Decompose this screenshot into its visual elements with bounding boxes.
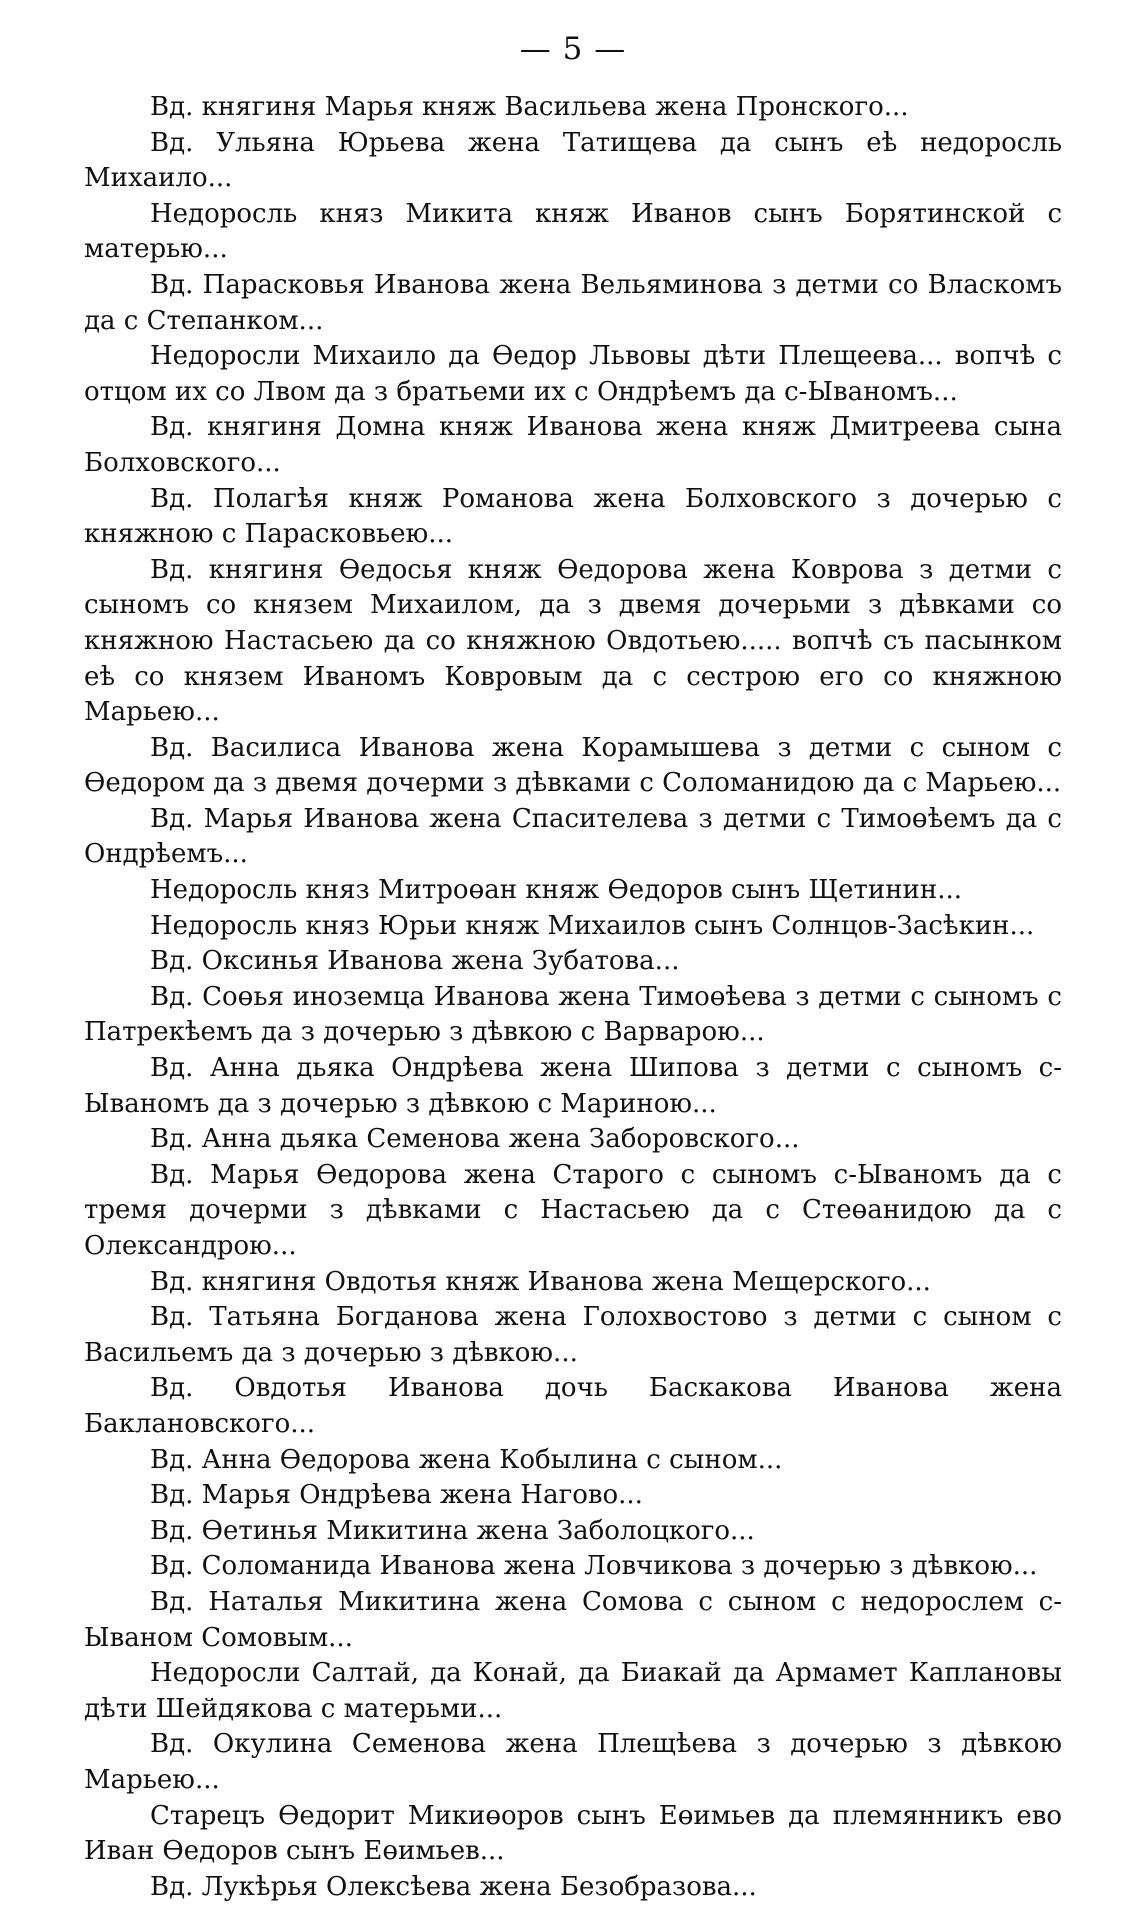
list-item: Вд. Василиса Иванова жена Корамышева з детми с сыном с Өедором да з двемя дочерми з дѣвками с Соломанидою да с Марьею... [84, 732, 1062, 799]
list-item: Вд. Татьяна Богданова жена Голохвостово з детми с сыном с Васильемъ да з дочерью з дѣвкою... [84, 1302, 1062, 1368]
list-item: Вд. Ульяна Юрьева жена Татищева да сынъ еѣ недоросль Михаило... [84, 127, 1062, 194]
list-item: Недоросль княз Юрьи княж Михаилов сынъ Солнцов-Засѣкин... [150, 910, 1035, 941]
list-item: Вд. княгиня Марья княж Васильева жена Пронского... [150, 92, 909, 122]
list-item: Недоросли Михаило да Өедор Львовы дѣти Плещеева... вопчѣ с отцом их со Лвом да з братьеми их с Ондрѣемъ да с-Ываномъ... [84, 341, 1062, 407]
list-item: Вд. Марья Ондрѣева жена Нагово... [150, 1480, 643, 1511]
list-item: Старецъ Өедорит Микиөоров сынъ Еөимьев да племянникъ ево Иван Өедоров сынъ Еөимьев... [84, 1800, 1062, 1867]
list-item: Вд. Лукѣрья Олексѣева жена Безобразова... [150, 1871, 757, 1902]
list-item: Вд. Анна Өедорова жена Кобылина с сыном... [150, 1444, 783, 1475]
list-item: Вд. княгиня Өедосья княж Өедорова жена Коврова з детми с сыномъ со князем Михаилом, да з двемя дочерьми з дѣвками со княжною Настасьею да со княжною Овдотьею..... вопчѣ съ пасынком еѣ со князем Иваномъ Ковровым да с сестрою его со княжною Марьею... [84, 554, 1062, 728]
list-item: Вд. Парасковья Иванова жена Вельяминова з детми со Власкомъ да с Степанком... [84, 269, 1062, 336]
list-item: Вд. Соломанида Иванова жена Ловчикова з дочерью з дѣвкою... [150, 1551, 1038, 1582]
list-item: Вд. княгиня Домна княж Иванова жена княж Дмитреева сына Болховского... [84, 412, 1062, 478]
list-item: Недоросль княз Митроөан княж Өедоров сынъ Щетинин... [150, 875, 962, 906]
list-item: Вд. Анна дьяка Семенова жена Заборовского... [150, 1124, 800, 1155]
list-item: Недоросль княз Микита княж Иванов сынъ Борятинской с матерью... [84, 198, 1062, 265]
list-item: Недоросли Салтай, да Конай, да Биакай да Армамет Каплановы дѣти Шейдякова с матерьми... [84, 1658, 1062, 1724]
list-item: Вд. Овдотья Иванова дочь Баскакова Иванова жена Баклановского... [84, 1373, 1062, 1439]
list-item: Вд. Өетинья Микитина жена Заболоцкого... [150, 1515, 755, 1546]
list-item: Вд. Марья Иванова жена Спасителева з детми с Тимоөѣемъ да с Ондрѣемъ... [84, 803, 1062, 870]
list-item: Вд. Марья Өедорова жена Старого с сыномъ с-Ываномъ да с тремя дочерми з дѣвками с Настасьею да с Стеөанидою да с Олександрою... [84, 1159, 1062, 1261]
list-item: Вд. княгиня Овдотья княж Иванова жена Мещерского... [150, 1266, 931, 1297]
list-item: Вд. Окулина Семенова жена Плещѣева з дочерью з дѣвкою Марьею... [84, 1729, 1062, 1795]
entry-list [84, 90, 1062, 1905]
list-item: Вд. Оксинья Иванова жена Зубатова... [150, 946, 680, 977]
list-item: Вд. Полагѣя княж Романова жена Болховского з дочерью с княжною с Парасковьею... [84, 483, 1062, 550]
list-item: Вд. Анна дьяка Ондрѣева жена Шипова з детми с сыномъ с-Ываномъ да з дочерью з дѣвкою с Мариною... [84, 1053, 1062, 1119]
list-item: Вд. Наталья Микитина жена Сомова с сыном с недорослем с-Ываном Сомовым... [84, 1586, 1062, 1653]
list-item: Вд. Соөья иноземца Иванова жена Тимоөѣева з детми с сыномъ с Патрекѣемъ да з дочерью з дѣвкою с Варварою... [84, 981, 1062, 1048]
page-number: — 5 — [519, 31, 627, 67]
